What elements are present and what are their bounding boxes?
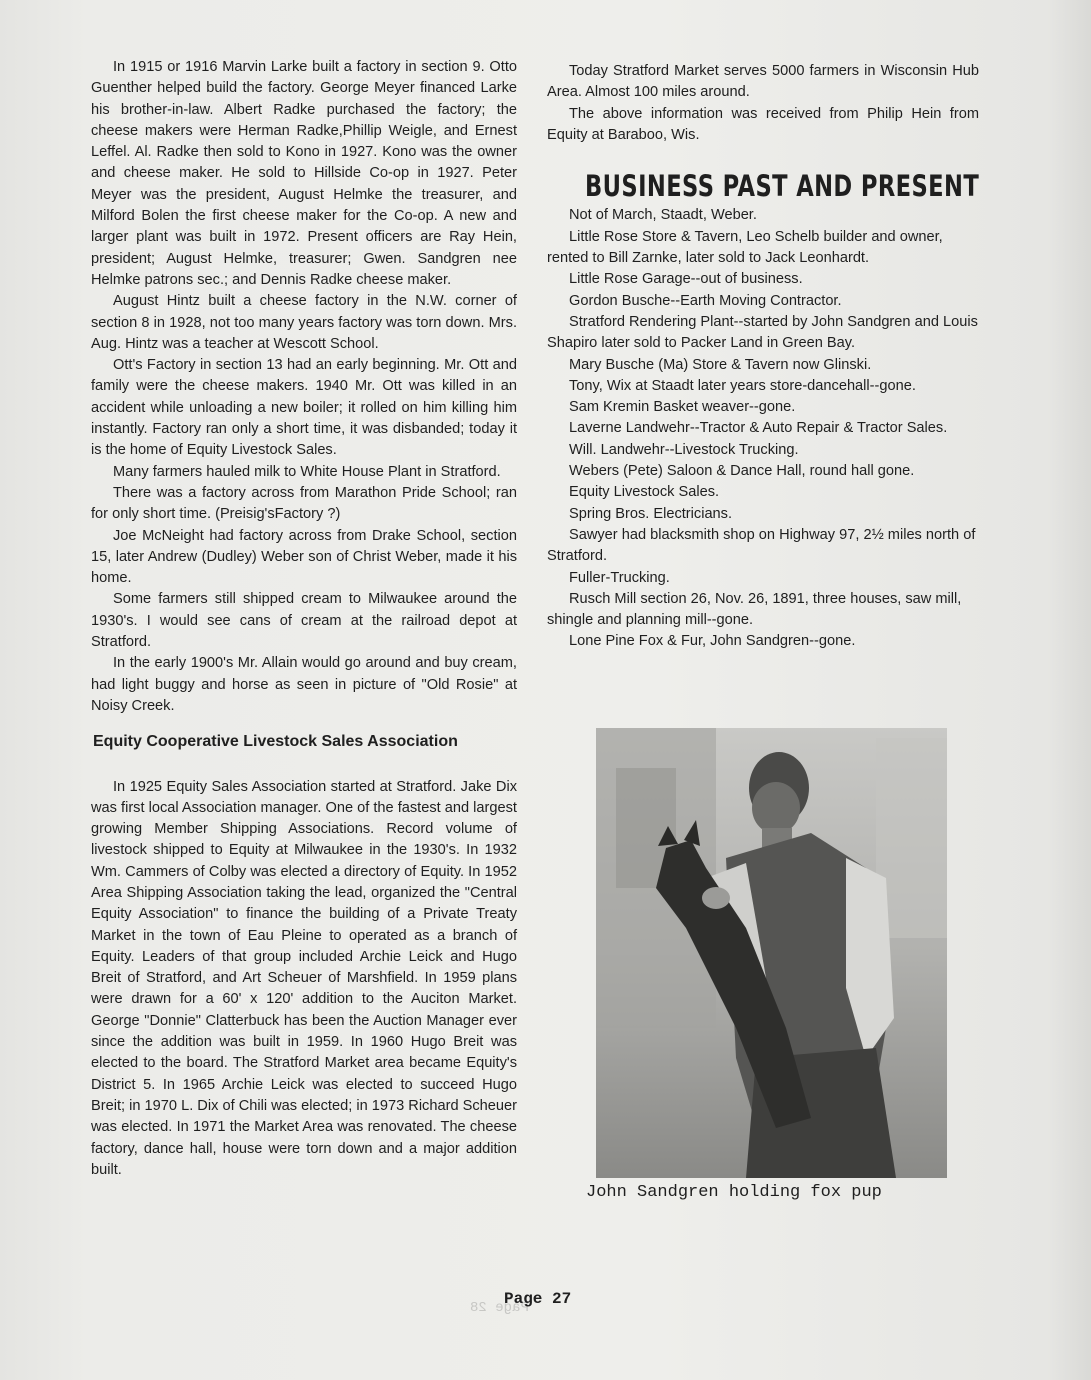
paragraph-mcneight-factory: Joe McNeight had factory across from Drake School, section 15, later Andrew (Dudley) Weber son of Christ Weber, made it his home. xyxy=(91,527,517,587)
business-item: Little Rose Garage--out of business. xyxy=(569,271,803,288)
paragraph-info-source: The above information was received from Philip Hein from Equity at Baraboo, Wis. xyxy=(547,105,979,143)
paragraph-hintz-factory: August Hintz built a cheese factory in the N.W. corner of section 8 in 1928, not too many years factory was torn down. Mrs. Aug. Hintz was a teacher at Wescott School. xyxy=(91,293,517,352)
business-item: Tony, Wix at Staadt later years store-dancehall--gone. xyxy=(569,377,916,394)
paragraph-white-house-plant: Many farmers hauled milk to White House Plant in Stratford. xyxy=(113,463,501,480)
photo-caption: John Sandgren holding fox pup xyxy=(586,1183,882,1202)
business-item: Sawyer had blacksmith shop on Highway 97, 2½ miles north of Stratford. xyxy=(547,526,976,565)
business-item: Sam Kremin Basket weaver--gone. xyxy=(569,399,796,416)
business-item: Stratford Rendering Plant--started by John Sandgren and Louis Shapiro later sold to Packer Land in Green Bay. xyxy=(547,313,978,352)
photo-john-sandgren-fox-pup xyxy=(596,728,947,1178)
business-item: Laverne Landwehr--Tractor & Auto Repair & Tractor Sales. xyxy=(569,420,948,437)
photo-illustration xyxy=(596,728,947,1178)
paragraph-equity-history: In 1925 Equity Sales Association started at Stratford. Jake Dix was first local Association manager. One of the fastest and largest growing Member Shipping Associations. Record volume of livestock shipped to Equity at Milwaukee in the 1930's. In 1932 Wm. Cammers of Colby was elected a directory of Equity. In 1952 Area Shipping Association taking the lead, organized the "Central Equity Association" to finance the building of a Private Treaty Market in the town of Eau Pleine to operated as a branch of Equity. Leaders of that group included Archie Leick and Hugo Breit of Stratford, and Art Scheuer of Marshfield. In 1959 plans were drawn for a 60' x 120' addition to the Auciton Market. George "Donnie" Clatterbuck has been the Auction Manager ever since the addition was built in 1959. In 1960 Hugo Breit was elected to the board. The Stratford Market area became Equity's District 5. In 1965 Archie Leick was elected to succeed Hugo Breit; in 1970 L. Dix of Chili was elected; in 1973 Richard Scheuer was elected. In 1971 the Market Area was renovated. The cheese factory, dance hall, house were torn down and a major addition built. xyxy=(91,778,517,1178)
section-heading: BUSINESS PAST AND PRESENT xyxy=(585,169,980,204)
business-item: Equity Livestock Sales. xyxy=(569,484,720,501)
bleed-through-text: Page 28 xyxy=(470,1300,529,1316)
paragraph-allain-cream: In the early 1900's Mr. Allain would go around and buy cream, had light buggy and horse as seen in picture of "Old Rosie" at Noisy Creek. xyxy=(91,655,517,714)
paragraph-market-today: Today Stratford Market serves 5000 farmers in Wisconsin Hub Area. Almost 100 miles around. xyxy=(547,63,979,101)
paragraph-marathon-pride: There was a factory across from Marathon Pride School; ran for only short time. (Preisig'sFactory ?) xyxy=(91,484,517,523)
paragraph-ott-factory: Ott's Factory in section 13 had an early beginning. Mr. Ott and family were the cheese makers. 1940 Mr. Ott was killed in an accident while unloading a new boiler; it rolled on him killing him instantly. Factory ran only a short time, it was disbanded; today it is the home of Equity Livestock Sales. xyxy=(91,357,517,459)
business-item: Not of March, Staadt, Weber. xyxy=(569,207,757,224)
section-subheading: Equity Cooperative Livestock Sales Association xyxy=(93,733,458,751)
business-item: Gordon Busche--Earth Moving Contractor. xyxy=(569,292,842,309)
business-item: Lone Pine Fox & Fur, John Sandgren--gone. xyxy=(569,633,856,650)
business-item: Rusch Mill section 26, Nov. 26, 1891, three houses, saw mill, shingle and planning mill--gone. xyxy=(547,590,962,629)
business-item: Fuller-Trucking. xyxy=(569,569,670,586)
page-number: Page 27 xyxy=(504,1290,572,1308)
paragraph-cream-shipping: Some farmers still shipped cream to Milwaukee around the 1930's. I would see cans of cream at the railroad depot at Stratford. xyxy=(91,591,517,651)
business-item: Webers (Pete) Saloon & Dance Hall, round hall gone. xyxy=(569,463,915,480)
right-column xyxy=(547,61,979,653)
paragraph-larke-factory: In 1915 or 1916 Marvin Larke built a factory in section 9. Otto Guenther helped build the factory. George Meyer financed Larke his brother-in-law. Albert Radke purchased the factory; the cheese makers were Herman Radke,Phillip Weigle, and Ernest Leffel. Al. Radke then sold to Kono in 1927. Kono was the owner and cheese maker. He sold to Hillside Co-op in 1927. Peter Meyer was the president, August Helmke the treasurer, and Milford Bolen the first cheese maker for the Co-op. A new and larger plant was built in 1972. Present officers are Ray Hein, president; August Helmke, treasurer; Gwen. Sandgren nee Helmke patrons sec.; and Dennis Radke cheese maker. xyxy=(91,59,517,288)
left-column xyxy=(91,57,517,1181)
business-item: Will. Landwehr--Livestock Trucking. xyxy=(569,441,799,458)
business-item: Mary Busche (Ma) Store & Tavern now Glinski. xyxy=(569,356,872,373)
business-item: Little Rose Store & Tavern, Leo Schelb builder and owner, rented to Bill Zarnke, later sold to Jack Leonhardt. xyxy=(547,228,943,267)
business-item: Spring Bros. Electricians. xyxy=(569,505,733,522)
